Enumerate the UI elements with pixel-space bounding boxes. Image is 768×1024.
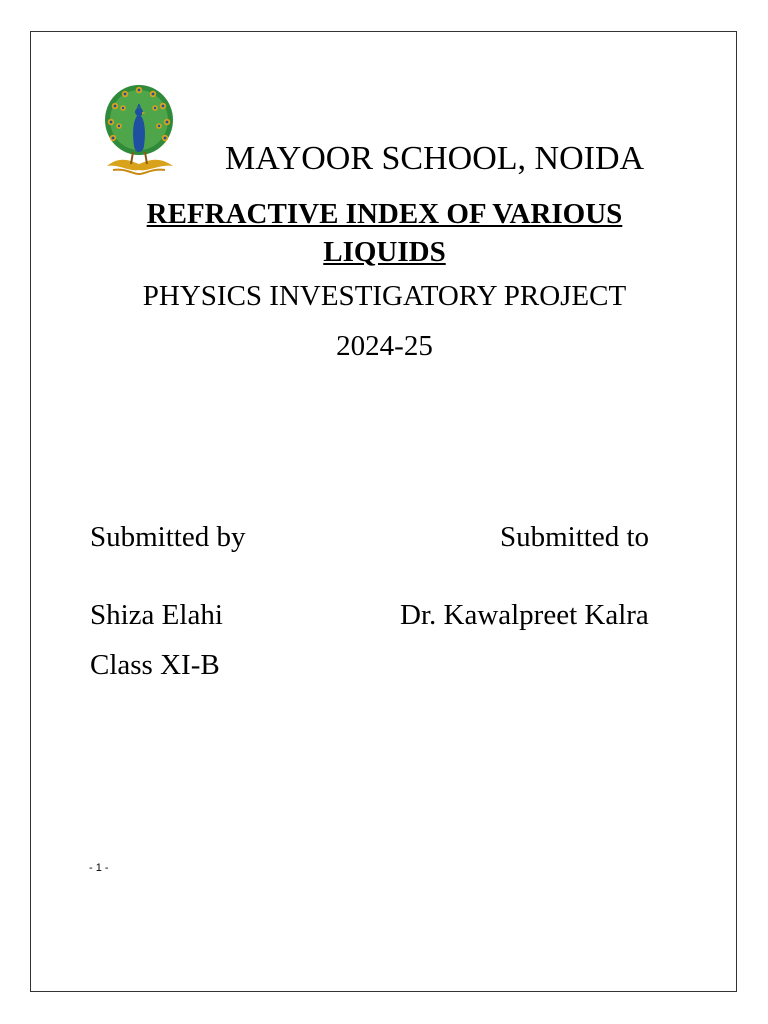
project-title xyxy=(31,195,738,271)
submitted-to-label: Submitted to xyxy=(500,521,650,553)
project-subject: PHYSICS INVESTIGATORY PROJECT xyxy=(142,280,627,312)
academic-session: 2024-25 xyxy=(336,330,433,362)
teacher-name: Dr. Kawalpreet Kalra xyxy=(400,599,649,631)
submitted-by-label: Submitted by xyxy=(90,521,246,553)
school-name: MAYOOR SCHOOL, NOIDA xyxy=(225,140,645,177)
project-title-line-2: LIQUIDS xyxy=(323,236,446,268)
peacock-emblem-icon xyxy=(103,84,177,178)
page-number: - 1 - xyxy=(89,862,109,874)
document-page xyxy=(30,31,737,992)
project-title-line-1: REFRACTIVE INDEX OF VARIOUS xyxy=(146,198,623,230)
student-class: Class XI-B xyxy=(90,649,220,681)
student-name: Shiza Elahi xyxy=(90,599,223,631)
